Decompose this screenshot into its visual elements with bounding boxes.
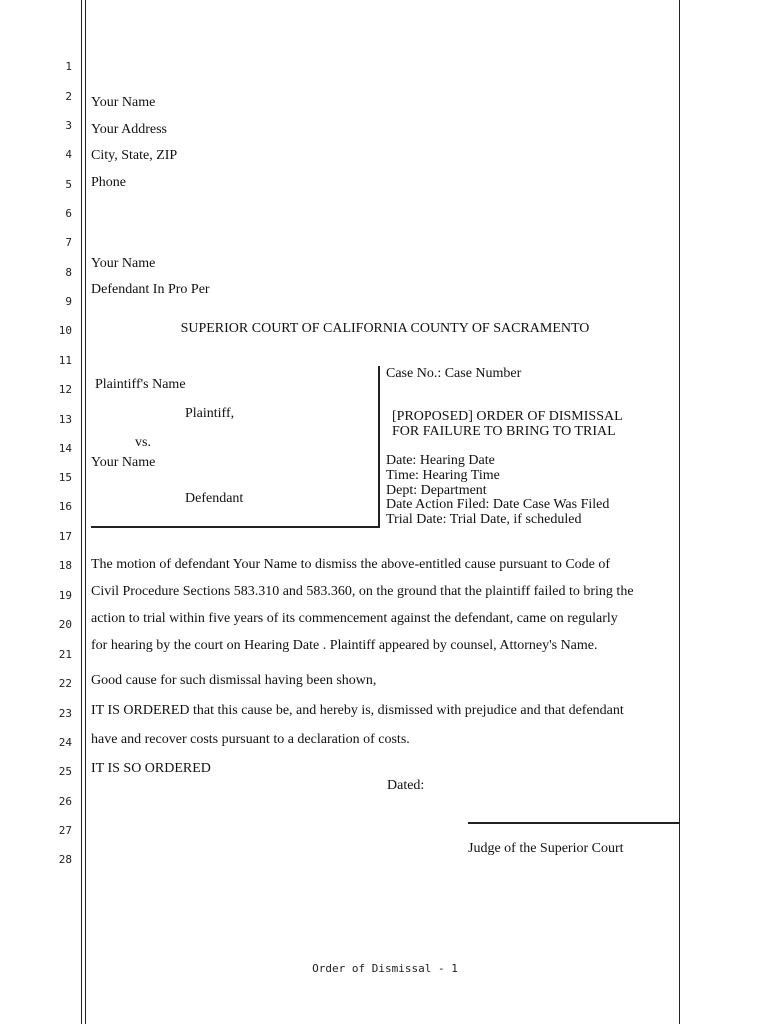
line-number: 21 [58,648,72,661]
line-number: 6 [65,207,72,220]
body-paragraph-3-line-1: IT IS ORDERED that this cause be, and hereby is, dismissed with prejudice and that defendant [91,703,624,718]
line-number: 23 [58,707,72,720]
line-number: 17 [58,530,72,543]
line-number: 26 [58,795,72,808]
line-number: 14 [58,442,72,455]
header-address: Your Address [91,122,167,137]
court-title: SUPERIOR COURT OF CALIFORNIA COUNTY OF SACRAMENTO [180,321,590,336]
date-action-filed: Date Action Filed: Date Case Was Filed [386,497,610,512]
caption-defendant-label: Defendant [185,491,244,506]
header-name: Your Name [91,95,156,110]
header-defendant-name: Your Name [91,256,156,271]
line-number: 5 [65,178,72,191]
signature-line [468,822,679,824]
line-number: 15 [58,471,72,484]
line-number: 22 [58,677,72,690]
line-number: 2 [65,90,72,103]
body-paragraph-1-line-2: Civil Procedure Sections 583.310 and 583.360, on the ground that the plaintiff failed to bring the [91,584,634,599]
body-paragraph-3-line-2: have and recover costs pursuant to a declaration of costs. [91,732,410,747]
hearing-date: Date: Hearing Date [386,453,495,468]
left-margin-rule-outer [81,0,82,1024]
line-number: 9 [65,295,72,308]
caption-vs: vs. [135,435,151,450]
department: Dept: Department [386,483,487,498]
caption-plaintiff-label: Plaintiff, [185,406,235,421]
dated-label: Dated: [387,778,425,793]
body-paragraph-1-line-1: The motion of defendant Your Name to dismiss the above-entitled cause pursuant to Code of [91,557,611,572]
caption-bottom-rule [91,526,380,528]
document-title-line-2: FOR FAILURE TO BRING TO TRIAL [392,424,616,439]
line-number: 1 [65,60,72,73]
line-number: 28 [58,853,72,866]
line-number: 16 [58,500,72,513]
line-number: 27 [58,824,72,837]
line-number: 19 [58,589,72,602]
caption-defendant-name: Your Name [91,455,156,470]
page-footer: Order of Dismissal - 1 [312,962,458,975]
line-number: 12 [58,383,72,396]
document-title-line-1: [PROPOSED] ORDER OF DISMISSAL [392,409,623,424]
line-number: 11 [58,354,72,367]
line-number: 20 [58,618,72,631]
body-paragraph-1-line-3: action to trial within five years of its commencement against the defendant, came on regularly [91,611,618,626]
caption-divider [378,366,380,528]
body-paragraph-4: IT IS SO ORDERED [91,761,211,776]
left-margin-rule-inner [85,0,86,1024]
right-margin-rule [679,0,680,1024]
caption-plaintiff-name: Plaintiff's Name [95,377,186,392]
hearing-time: Time: Hearing Time [386,468,500,483]
body-paragraph-1-line-4: for hearing by the court on Hearing Date . Plaintiff appeared by counsel, Attorney's Name. [91,638,598,653]
header-defendant-role: Defendant In Pro Per [91,282,210,297]
case-number: Case No.: Case Number [386,366,522,381]
trial-date: Trial Date: Trial Date, if scheduled [386,512,582,527]
line-number: 18 [58,559,72,572]
header-phone: Phone [91,175,126,190]
line-number: 25 [58,765,72,778]
line-number: 24 [58,736,72,749]
header-city-state-zip: City, State, ZIP [91,148,178,163]
line-number: 8 [65,266,72,279]
line-number: 13 [58,413,72,426]
line-number: 7 [65,236,72,249]
line-number: 4 [65,148,72,161]
line-number: 3 [65,119,72,132]
judge-label: Judge of the Superior Court [468,841,624,856]
line-number: 10 [58,324,72,337]
body-paragraph-2: Good cause for such dismissal having been shown, [91,673,377,688]
